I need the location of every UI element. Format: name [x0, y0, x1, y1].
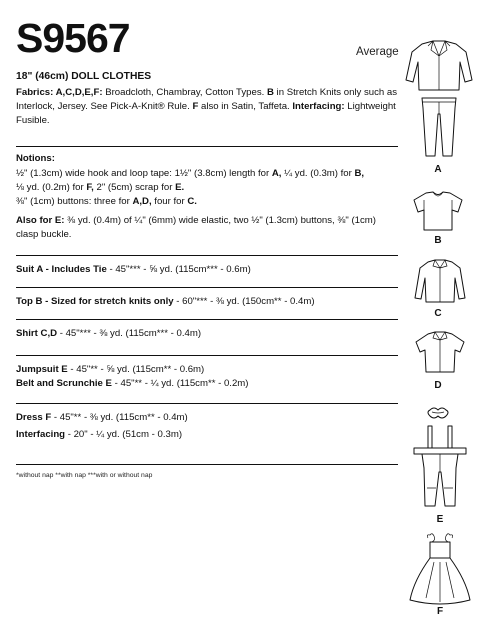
fabrics-b-label: B	[266, 87, 274, 98]
section-divider	[16, 403, 398, 404]
section-divider	[16, 287, 398, 288]
fabrics-text: Broadcloth, Chambray, Cotton Types.	[102, 87, 267, 98]
view-letter: C	[434, 308, 442, 319]
yardage-top-b: Top B - Sized for stretch knits only - 60"*** - ⅜ yd. (150cm** - 0.4m)	[16, 296, 315, 307]
jumpsuit-with-scrunchie-icon	[408, 404, 472, 512]
notions-heading: Notions:	[16, 153, 55, 164]
view-letter: B	[434, 235, 442, 246]
view-letter: D	[434, 380, 442, 391]
pattern-number: S9567	[16, 15, 130, 61]
long-sleeve-shirt-icon	[410, 258, 470, 308]
section-divider	[16, 146, 398, 147]
view-letter: E	[436, 514, 444, 525]
notions-line: ⅛ yd. (0.2m) for F, 2" (5cm) scrap for E.	[16, 182, 185, 193]
fabrics-paragraph	[16, 86, 404, 129]
fabrics-text: also in Satin, Taffeta.	[198, 101, 293, 113]
yardage-dress: Dress F - 45"** - ⅜ yd. (115cm** - 0.4m)	[16, 412, 188, 423]
view-letter: A	[434, 164, 442, 175]
section-divider	[16, 255, 398, 256]
interfacing-label: Interfacing:	[292, 101, 345, 113]
section-divider	[16, 319, 398, 320]
yardage-suit-a: Suit A - Includes Tie - 45"*** - ⅝ yd. (115cm*** - 0.6m)	[16, 264, 251, 275]
short-sleeve-shirt-icon	[410, 330, 470, 378]
notions-line: ⅜" (1cm) buttons: three for A,D, four for C.	[16, 196, 197, 207]
yardage-belt: Belt and Scrunchie E - 45"** - ¼ yd. (115cm** - 0.2m)	[16, 378, 249, 389]
fabrics-text: Lightweight Fusible.	[16, 101, 396, 127]
pattern-title: 18" (46cm) DOLL CLOTHES	[16, 71, 152, 82]
notions-line: Also for E: ⅜ yd. (0.4m) of ¼" (6mm) wide elastic, two ½" (1.3cm) buttons, ⅜" (1cm)	[16, 215, 376, 226]
yardage-interfacing: Interfacing - 20" - ¼ yd. (51cm - 0.3m)	[16, 429, 183, 440]
yardage-shirt: Shirt C,D - 45"*** - ⅜ yd. (115cm*** - 0.4m)	[16, 328, 202, 339]
dress-icon	[406, 532, 474, 608]
fabrics-label: Fabrics: A,C,D,E,F:	[16, 87, 103, 98]
section-divider	[16, 355, 398, 356]
difficulty-label: Average	[356, 46, 399, 58]
yardage-jumpsuit: Jumpsuit E - 45"** - ⅝ yd. (115cm** - 0.6m)	[16, 364, 205, 375]
fabrics-f-label: F	[192, 101, 199, 113]
fabrics-text: in Stretch Knits only such as Interlock, Jersey. See Pick-A-Knit® Rule.	[16, 87, 398, 113]
notions-line: ½" (1.3cm) wide hook and loop tape: 1½" (3.8cm) length for A, ¼ yd. (0.3m) for B,	[16, 168, 365, 179]
view-letter: F	[436, 606, 444, 617]
notions-line: clasp buckle.	[16, 229, 72, 240]
knit-top-icon	[408, 190, 468, 234]
section-divider	[16, 464, 398, 465]
suit-jacket-and-pants-icon	[400, 38, 478, 166]
nap-footnote: *without nap **with nap ***with or without nap	[16, 472, 153, 479]
